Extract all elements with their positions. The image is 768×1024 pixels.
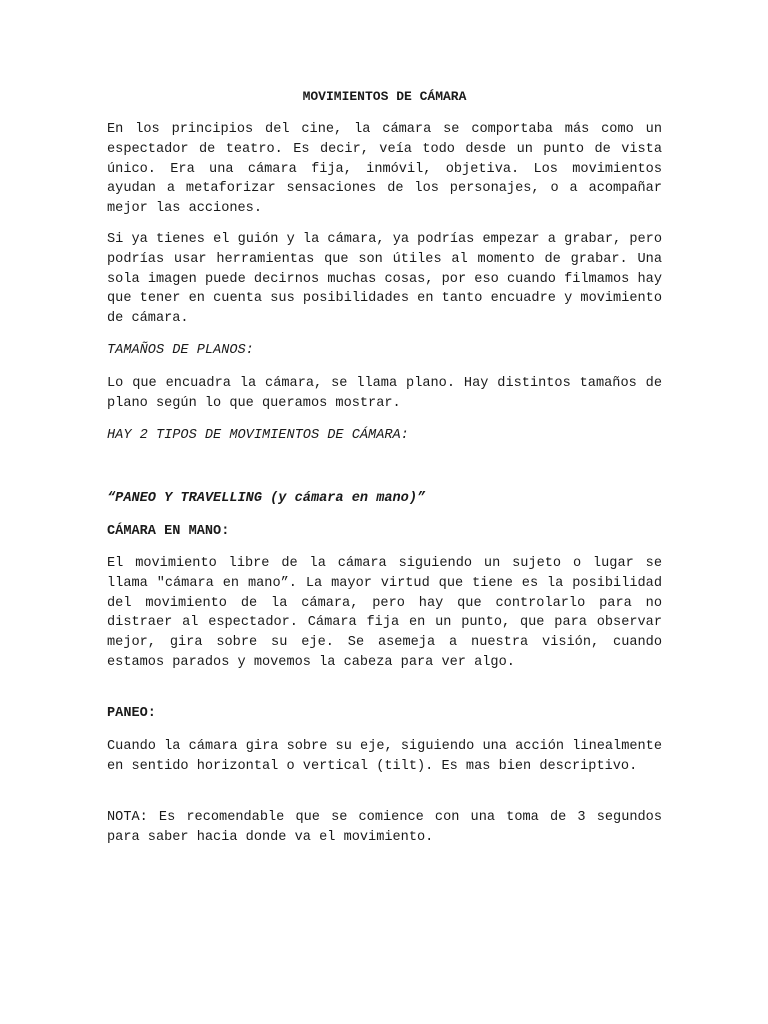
paragraph-plano: Lo que encuadra la cámara, se llama plano. Hay distintos tamaños de plano según lo que queramos mostrar. — [107, 376, 662, 411]
heading-camara-en-mano: CÁMARA EN MANO: — [107, 524, 230, 539]
heading-tamanos-planos: TAMAÑOS DE PLANOS: — [107, 343, 254, 358]
heading-tipos-movimientos: HAY 2 TIPOS DE MOVIMIENTOS DE CÁMARA: — [107, 428, 409, 443]
paragraph-guion: Si ya tienes el guión y la cámara, ya podrías empezar a grabar, pero podrías usar herramientas que son útiles al momento de grabar. Una sola imagen puede decirnos muchas cosas, por eso cuando filmamos hay que tener en cuenta sus posibilidades en tanto encuadre y movimiento de cámara. — [107, 232, 662, 327]
paragraph-paneo: Cuando la cámara gira sobre su eje, siguiendo una acción linealmente en sentido horizontal o vertical (tilt). Es mas bien descriptivo. — [107, 739, 662, 774]
heading-paneo-travelling: “PANEO Y TRAVELLING (y cámara en mano)” — [107, 491, 426, 506]
page-title: MOVIMIENTOS DE CÁMARA — [302, 89, 467, 104]
paragraph-nota: NOTA: Es recomendable que se comience con una toma de 3 segundos para saber hacia donde va el movimiento. — [107, 810, 662, 845]
heading-paneo: PANEO: — [107, 706, 156, 721]
paragraph-intro: En los principios del cine, la cámara se comportaba más como un espectador de teatro. Es decir, veía todo desde un punto de vista único. Era una cámara fija, inmóvil, objetiva. Los movimientos ayudan a metaforizar sensaciones de los personajes, o a acompañar mejor las acciones. — [107, 122, 662, 217]
paragraph-camara-en-mano: El movimiento libre de la cámara siguiendo un sujeto o lugar se llama "cámara en mano”. La mayor virtud que tiene es la posibilidad del movimiento de la cámara, pero hay que controlarlo para no distraer al espectador. Cámara fija en un punto, que para observar mejor, gira sobre su eje. Se asemeja a nuestra visión, cuando estamos parados y movemos la cabeza para ver algo. — [107, 556, 662, 670]
